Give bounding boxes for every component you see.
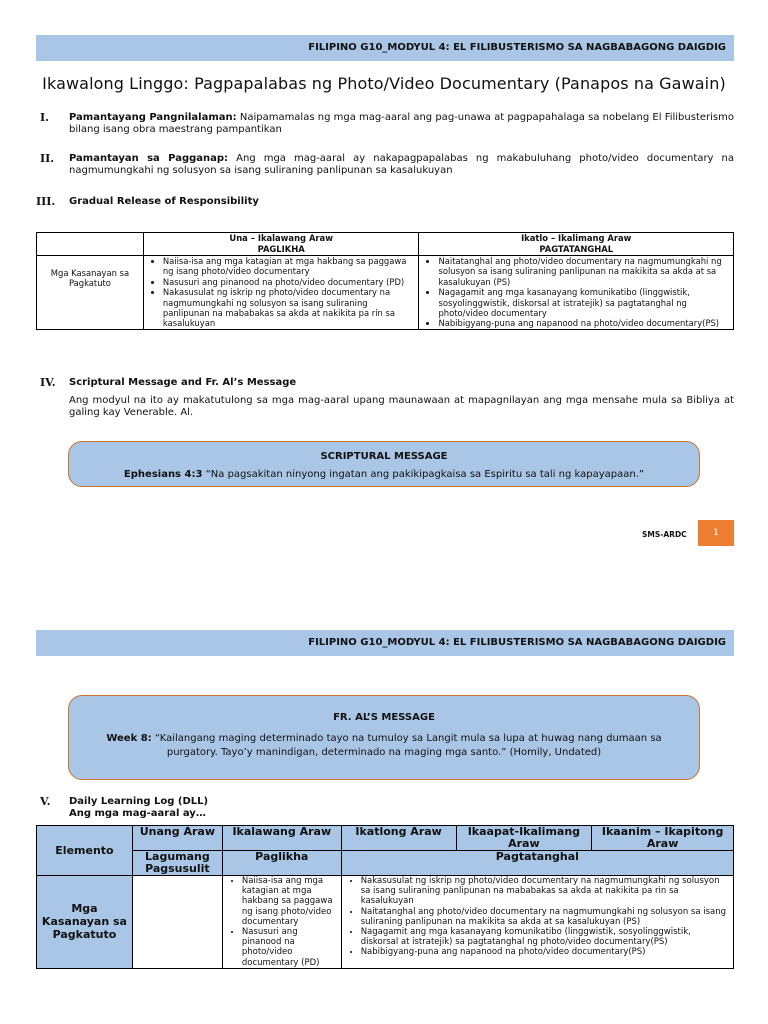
paglikha-cell <box>222 876 341 969</box>
header-elemento: Elemento <box>37 826 133 876</box>
list-item: • Nakasusulat ng iskrip ng photo/video documentary na nagmumungkahi ng solusyon sa isang suliraning panlipunan na mababakas sa akda at nakikita pa rin sa kasalukuyan <box>163 287 416 329</box>
fr-al-heading: FR. AL’S MESSAGE <box>333 712 435 723</box>
list-item: • Nabibigyang-puna ang napanood na photo/video documentary(PS) <box>438 318 730 328</box>
week-label: Week 8: <box>106 733 152 744</box>
lagumang-pagsusulit-cell <box>132 876 222 969</box>
row-label: Mga Kasanayan sa Pagkatuto <box>37 256 144 330</box>
header-day-6-7: Ikaanim – Ikapitong Araw <box>592 826 734 851</box>
section-heading: Gradual Release of Responsibility <box>69 196 259 207</box>
page-title: Ikawalong Linggo: Pagpapalabas ng Photo/Video Documentary (Panapos na Gawain) <box>42 74 726 93</box>
fr-al-text: “Kailangang maging determinado tayo na tumuloy sa Langit mula sa lupa at huwag nang dumaan sa purgatory. Tayo’y manindigan, determinado na maging mga santo.” (Homily, Undated) <box>151 733 662 758</box>
list-item: • Nasusuri ang pinanood na photo/video documentary (PD) <box>163 277 416 287</box>
section-text: Naipamamalas ng mga mag-aaral ang pag-unawa at pagpapahalaga sa nobelang El Filibusterismo bilang isang obra maestrang pampantikan <box>69 112 734 135</box>
page-number: 1 <box>698 520 734 546</box>
header-day-2: Ikalawang Araw <box>222 826 341 851</box>
list-item: • Nagagamit ang mga kasanayang komunikatibo (linggwistik, sosyolinggwistik, diskorsal at istratejik) sa pagtatanghal ng photo/video documentary <box>438 287 730 318</box>
gradual-release-table <box>36 232 734 330</box>
section-daily-learning-log <box>36 796 734 820</box>
scriptural-message-box <box>68 441 700 487</box>
list-item: • Naitatanghal ang photo/video documentary na nagmumungkahi ng solusyon sa isang suliraning panlipunan na makikita sa akda at sa kasalukuyan (PS) <box>438 256 730 287</box>
section-performance-standard <box>36 153 734 177</box>
daily-learning-log-table <box>36 825 734 969</box>
fr-al-message-box <box>68 695 700 780</box>
header-day-3: Ikatlong Araw <box>341 826 456 851</box>
section-number: I. <box>40 111 49 124</box>
list-item: • Naiisa-isa ang mga katagian at mga hakbang sa paggawa ng isang photo/video documentary <box>242 876 338 927</box>
list-item: • Naiisa-isa ang mga katagian at mga hakbang sa paggawa ng isang photo/video documentary <box>163 256 416 277</box>
scripture-text: “Na pagsakitan ninyong ingatan ang pakikipagkaisa sa Espiritu sa tali ng kapayapaan.” <box>202 469 645 480</box>
section-number: II. <box>40 152 55 165</box>
module-banner-page-2: FILIPINO G10_MODYUL 4: EL FILIBUSTERISMO SA NAGBABAGONG DAIGDIG <box>36 630 734 656</box>
section-heading: Scriptural Message and Fr. Al’s Message <box>69 377 297 388</box>
section-number: III. <box>36 195 56 208</box>
paglikha-cell <box>143 256 419 330</box>
pagtatanghal-cell <box>341 876 733 969</box>
list-item: • Nagagamit ang mga kasanayang komunikatibo (linggwistik, sosyolinggwistik, diskorsal at istratejik) sa pagtatanghal ng photo/video documentary(PS) <box>361 927 730 947</box>
module-banner: FILIPINO G10_MODYUL 4: EL FILIBUSTERISMO SA NAGBABAGONG DAIGDIG <box>36 35 734 61</box>
list-item: • Nakasusulat ng iskrip ng photo/video documentary na nagmumungkahi ng solusyon sa isang suliraning panlipunan na mababakas sa akda at nakikita pa rin sa kasalukuyan <box>361 876 730 907</box>
section-number: V. <box>40 795 51 808</box>
scriptural-heading: SCRIPTURAL MESSAGE <box>320 451 448 462</box>
section-text: Ang mga mag-aaral ay nakapagpapalabas ng makabuluhang photo/video documentary na nagmumungkahi ng solusyon sa isang suliraning panlipunan sa kasalukuyan <box>69 153 735 176</box>
list-item: • Naitatanghal ang photo/video documentary na nagmumungkahi ng solusyon sa isang suliraning panlipunan na makikita sa akda at sa kasalukuyan (PS) <box>361 907 730 927</box>
header-day-1: Unang Araw <box>132 826 222 851</box>
section-text: Ang modyul na ito ay makatutulong sa mga mag-aaral upang maunawaan at mapagnilayan ang mga mensahe mula sa Bibliya at galing kay Venerable. Al. <box>69 395 734 418</box>
section-heading: Pamantayan sa Pagganap: <box>69 153 229 164</box>
section-gradual-release <box>36 196 734 208</box>
section-messages <box>36 377 734 419</box>
header-lagumang-pagsusulit: Lagumang Pagsusulit <box>132 851 222 876</box>
section-number: IV. <box>40 376 56 389</box>
list-item: • Nasusuri ang pinanood na photo/video documentary (PD) <box>242 927 338 968</box>
list-item: • Nabibigyang-puna ang napanood na photo/video documentary(PS) <box>361 947 730 957</box>
section-content-standard <box>36 112 734 136</box>
header-paglikha: Paglikha <box>222 851 341 876</box>
pagtatanghal-cell <box>419 256 734 330</box>
section-subheading: Ang mga mag-aaral ay… <box>69 808 206 819</box>
footer-code: SMS-ARDC <box>642 530 687 539</box>
header-pagtatanghal: Pagtatanghal <box>341 851 733 876</box>
header-day-4-5: Ikaapat-Ikalimang Araw <box>456 826 592 851</box>
scripture-reference: Ephesians 4:3 <box>123 469 203 480</box>
empty-header-cell <box>37 233 144 256</box>
row-label: Mga Kasanayan sa Pagkatuto <box>37 876 133 969</box>
header-days-3-5: Ikatlo – Ikalimang Araw PAGTATANGHAL <box>419 233 734 256</box>
section-heading: Pamantayang Pangnilalaman: <box>69 112 237 123</box>
section-heading: Daily Learning Log (DLL) <box>69 796 209 807</box>
header-days-1-2: Una – Ikalawang Araw PAGLIKHA <box>143 233 419 256</box>
